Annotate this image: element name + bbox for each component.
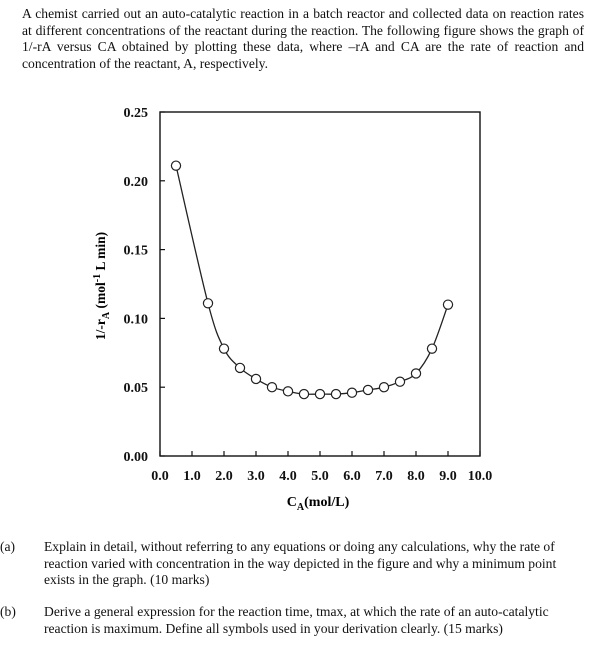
x-tick-label: 0.0 (151, 469, 169, 484)
data-point (267, 383, 276, 392)
question-b (0, 604, 582, 637)
fitted-curve (176, 166, 448, 395)
data-point (347, 388, 356, 397)
question-b-text: Derive a general expression for the reaction time, tmax, at which the rate of an auto-catalytic reaction is maximum. Define all symbols used in your derivation clearly. (15 marks) (44, 604, 549, 636)
data-point (235, 363, 244, 372)
data-point (411, 369, 420, 378)
data-point (363, 385, 372, 394)
y-tick-label: 0.05 (123, 381, 148, 397)
data-point (443, 300, 452, 309)
question-b-label: (b) (0, 604, 16, 619)
data-point (395, 377, 404, 386)
data-curve (176, 166, 448, 395)
question-a-text: Explain in detail, without referring to any equations or doing any calculations, why the rate of reaction varied with concentration in the way depicted in the figure and why a minimum point exists in the graph. (10 marks) (44, 539, 557, 587)
x-tick-label: 10.0 (467, 469, 493, 484)
data-point (331, 389, 340, 398)
data-point (203, 299, 212, 308)
x-tick-label: 2.0 (215, 469, 233, 484)
data-point (299, 389, 308, 398)
plot-frame (160, 112, 480, 456)
data-point (171, 161, 180, 170)
y-tick-label: 0.00 (123, 450, 148, 465)
rate-concentration-chart (0, 96, 597, 516)
x-tick-label: 4.0 (279, 469, 297, 484)
data-points (171, 161, 452, 399)
question-a-label: (a) (0, 539, 16, 554)
y-tick-label: 0.10 (123, 312, 148, 328)
data-point (251, 374, 260, 383)
y-axis-label: $1/-r_A$ (mol$^{-1}$ L min) (92, 231, 112, 341)
data-point (283, 387, 292, 396)
x-tick-label: 8.0 (407, 469, 425, 484)
problem-statement: A chemist carried out an auto-catalytic reaction in a batch reactor and collected data on reaction rates at different concentrations of the reactant during the reaction. The following figure shows the graph of 1/-rA versus CA obtained by plotting these data, where –rA and CA are the rate of reaction and concentration of the reactant, A, respectively. (22, 6, 584, 71)
data-point (219, 344, 228, 353)
x-tick-label: 1.0 (183, 469, 201, 484)
y-axis-ticks (124, 106, 166, 465)
y-tick-label: 0.25 (123, 106, 148, 121)
x-tick-label: 5.0 (311, 469, 329, 484)
plot-border (160, 112, 480, 456)
question-a (0, 539, 582, 589)
x-tick-label: 9.0 (439, 469, 457, 484)
y-tick-label: 0.15 (123, 243, 148, 259)
x-tick-label: 7.0 (375, 469, 393, 484)
data-point (427, 344, 436, 353)
x-tick-label: 3.0 (247, 469, 265, 484)
data-point (379, 383, 388, 392)
x-axis-label: $C_A(mol/L)$ (286, 495, 350, 513)
y-tick-label: 0.20 (123, 174, 148, 190)
data-point (315, 389, 324, 398)
x-tick-label: 6.0 (343, 469, 361, 484)
